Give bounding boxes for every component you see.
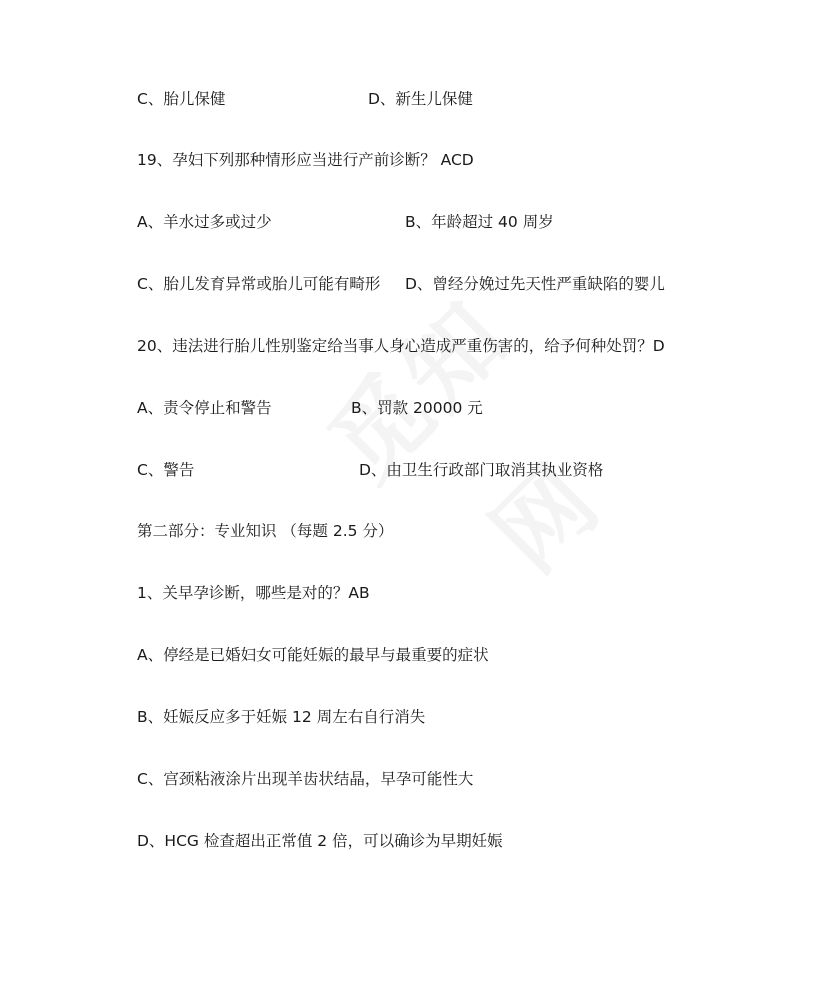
q20-option-b: B、罚款 20000 元 xyxy=(351,399,483,417)
watermark xyxy=(250,220,589,559)
p2q1-question: 1、关早孕诊断，哪些是对的？AB xyxy=(137,584,370,602)
q18-option-d: D、新生儿保健 xyxy=(368,90,473,108)
section-heading: 第二部分：专业知识 （每题 2.5 分） xyxy=(137,522,394,540)
q19-question: 19、孕妇下列那种情形应当进行产前诊断？ ACD xyxy=(137,151,474,169)
q20-option-c: C、警告 xyxy=(137,461,195,479)
q19-option-c: C、胎儿发育异常或胎儿可能有畸形 xyxy=(137,275,381,293)
q19-option-d: D、曾经分娩过先天性严重缺陷的婴儿 xyxy=(405,275,665,293)
p2q1-option-b: B、妊娠反应多于妊娠 12 周左右自行消失 xyxy=(137,708,426,726)
q19-option-b: B、年龄超过 40 周岁 xyxy=(405,213,554,231)
q20-option-a: A、责令停止和警告 xyxy=(137,399,272,417)
p2q1-option-d: D、HCG 检查超出正常值 2 倍，可以确诊为早期妊娠 xyxy=(137,832,503,850)
p2q1-option-a: A、停经是已婚妇女可能妊娠的最早与最重要的症状 xyxy=(137,646,489,664)
q20-question: 20、违法进行胎儿性别鉴定给当事人身心造成严重伤害的，给予何种处罚？D xyxy=(137,337,665,355)
q20-option-d: D、由卫生行政部门取消其执业资格 xyxy=(359,461,604,479)
q18-option-c: C、胎儿保健 xyxy=(137,90,226,108)
q19-option-a: A、羊水过多或过少 xyxy=(137,213,272,231)
p2q1-option-c: C、宫颈粘液涂片出现羊齿状结晶，早孕可能性大 xyxy=(137,770,474,788)
